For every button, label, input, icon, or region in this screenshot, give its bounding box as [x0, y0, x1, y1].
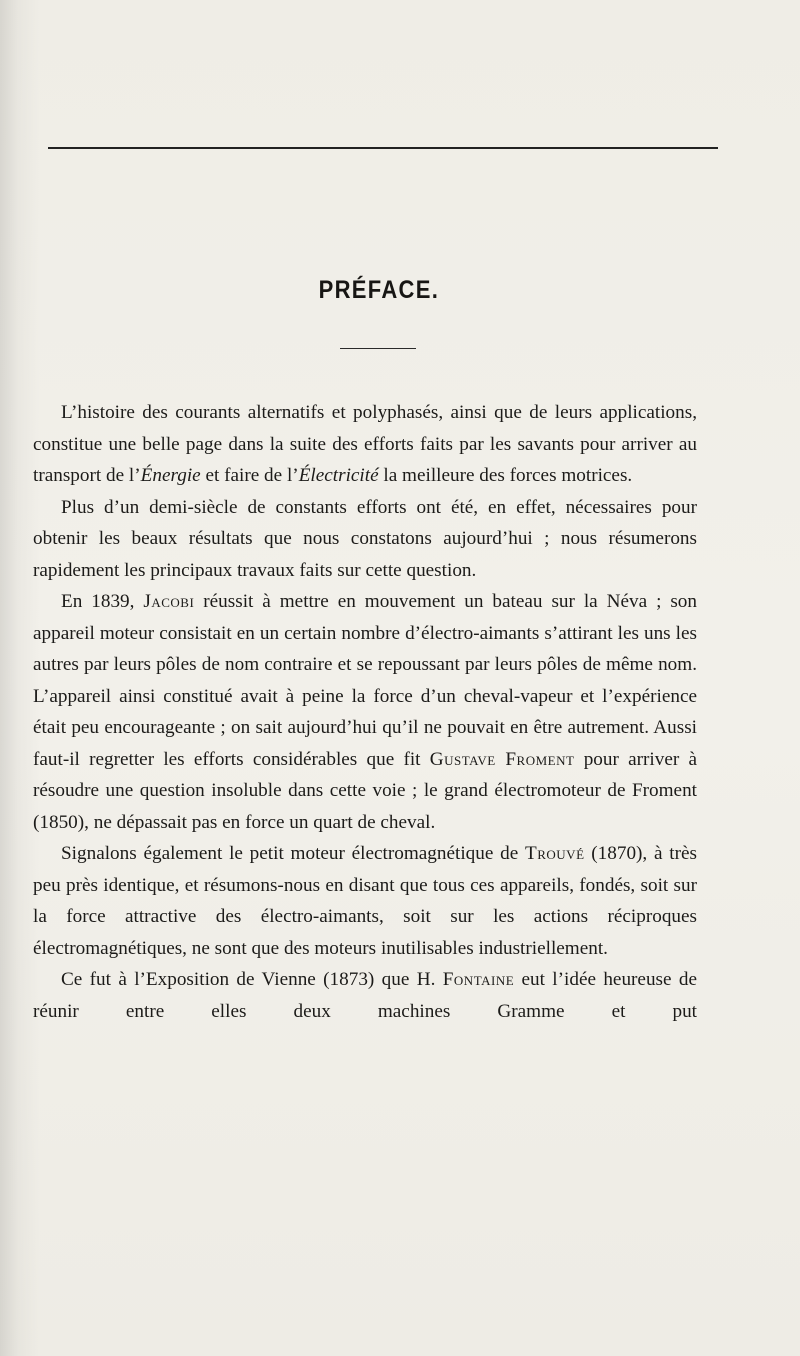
paragraph-1: L’histoire des courants alternatifs et polyphasés, ainsi que de leurs applications, constitue une belle page dans la suite des efforts faits par les savants pour arriver au transport de l’Énergie et faire de l’Électricité la meilleure des forces motrices. — [33, 402, 697, 486]
author-name: Gustave Froment — [429, 748, 575, 770]
author-name: Fontaine — [442, 969, 515, 990]
author-name: Jacobi — [143, 591, 195, 612]
body-text — [33, 397, 697, 1027]
paragraph-3: En 1839, Jacobi réussit à mettre en mouvement un bateau sur la Néva ; son appareil moteur consistait en un certain nombre d’électro-aimants s’attirant les uns les autres par leurs pôles de nom contraire et se repoussant par leurs pôles de même nom. L’appareil ainsi constitué avait à peine la force d’un cheval-vapeur et l’expérience était peu encourageante ; on sait aujourd’hui qu’il ne pouvait en être autrement. Aussi faut-il regretter les efforts considérables que fit Gustave Froment pour arriver à résoudre une question insoluble dans cette voie ; le grand électromoteur de Froment (1850), ne dépassait pas en force un quart de cheval. — [33, 591, 697, 833]
paragraph-4: Signalons également le petit moteur électromagnétique de Trouvé (1870), à très peu près identique, et résumons-nous en disant que tous ces appareils, fondés, soit sur la force attractive des électro-aimants, soit sur les actions réciproques électromagnétiques, ne sont que des moteurs inutilisables industriellement. — [33, 843, 697, 959]
page-title: PRÉFACE. — [318, 276, 440, 304]
author-name: Trouvé — [525, 843, 585, 864]
title-underline — [340, 348, 416, 349]
paragraph-2: Plus d’un demi-siècle de constants efforts ont été, en effet, nécessaires pour obtenir les beaux résultats que nous constatons aujourd’hui ; nous résumerons rapidement les principaux travaux faits sur cette question. — [33, 496, 697, 581]
top-rule — [48, 147, 718, 149]
paragraph-5: Ce fut à l’Exposition de Vienne (1873) que H. Fontaine eut l’idée heureuse de réunir entre elles deux machines Gramme et put — [33, 969, 697, 1022]
